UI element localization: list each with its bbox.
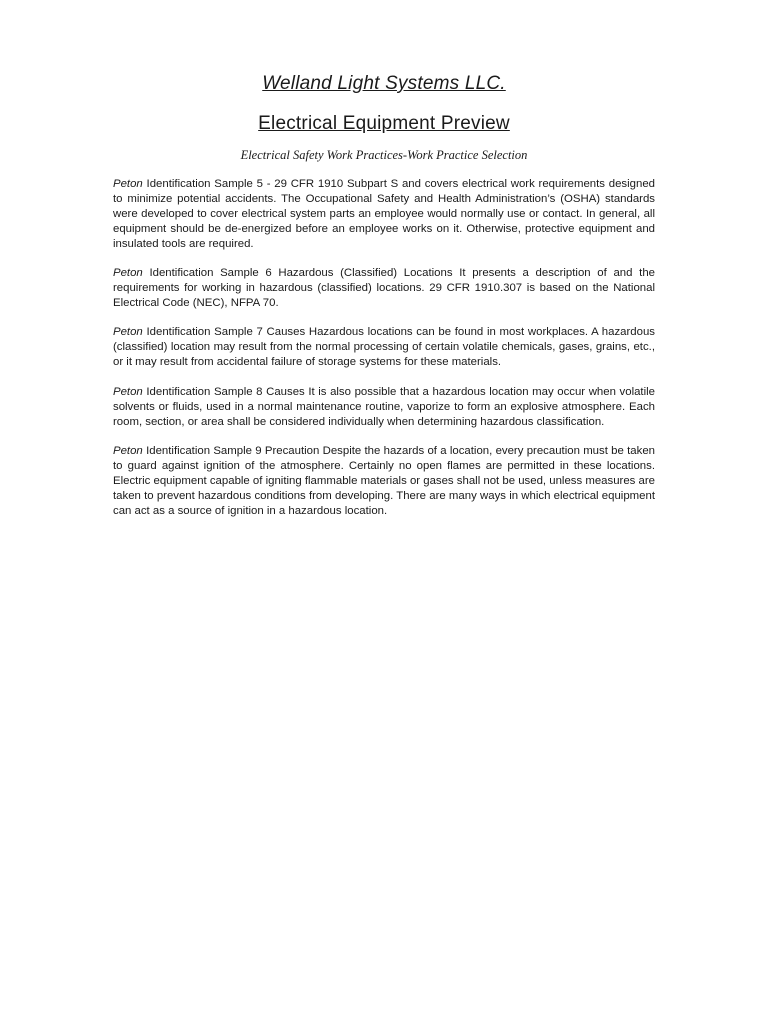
company-name: Welland Light Systems LLC. xyxy=(262,73,506,94)
paragraph-text: Identification Sample 5 - 29 CFR 1910 Subpart S and covers electrical work requirements designed to minimize potential accidents. The Occupational Safety and Health Administration’s (OSHA) standards were developed to cover electrical system parts an employee would normally use or contact. In general, all equipment should be de-energized before an employee works on it. Otherwise, protective equipment and insulated tools are required. xyxy=(113,178,655,250)
paragraph-lead: Peton xyxy=(113,385,143,398)
paragraph-lead: Peton xyxy=(113,178,143,190)
document-body xyxy=(113,177,655,533)
paragraph-lead: Peton xyxy=(113,267,143,280)
paragraph-sample-9 xyxy=(113,444,655,519)
paragraph-text: Identification Sample 9 Precaution Despite the hazards of a location, every precaution must be taken to guard against ignition of the atmosphere. Certainly no open flames are permitted in these locations. Electric equipment capable of igniting flammable materials or gases shall not be used, unless measures are taken to prevent hazardous conditions from developing. There are many ways in which electrical equipment can act as a source of ignition in a hazardous location. xyxy=(113,445,655,517)
paragraph-sample-7 xyxy=(113,325,655,370)
paragraph-text: Identification Sample 8 Causes It is also possible that a hazardous location may occur when volatile solvents or fluids, used in a normal maintenance routine, vaporize to form an explosive atmosphere. Each room, section, or area shall be considered individually when determining hazardous classification. xyxy=(113,385,655,428)
paragraph-sample-6 xyxy=(113,266,655,311)
paragraph-lead: Peton xyxy=(113,326,143,339)
paragraph-lead: Peton xyxy=(113,445,143,458)
paragraph-text: Identification Sample 6 Hazardous (Classified) Locations It presents a description of and the requirements for working in hazardous (classified) locations. 29 CFR 1910.307 is based on the National Electrical Code (NEC), NFPA 70. xyxy=(113,267,655,309)
paragraph-sample-8 xyxy=(113,385,655,430)
page-subtitle: Electrical Safety Work Practices-Work Practice Selection xyxy=(240,148,528,162)
paragraph-text: Identification Sample 7 Causes Hazardous locations can be found in most workplaces. A hazardous (classified) location may result from the normal processing of certain volatile chemicals, gases, grains, etc., or it may result from accidental failure of storage systems for these materials. xyxy=(113,326,655,369)
page-title: Electrical Equipment Preview xyxy=(258,113,510,134)
paragraph-sample-5 xyxy=(113,177,655,252)
